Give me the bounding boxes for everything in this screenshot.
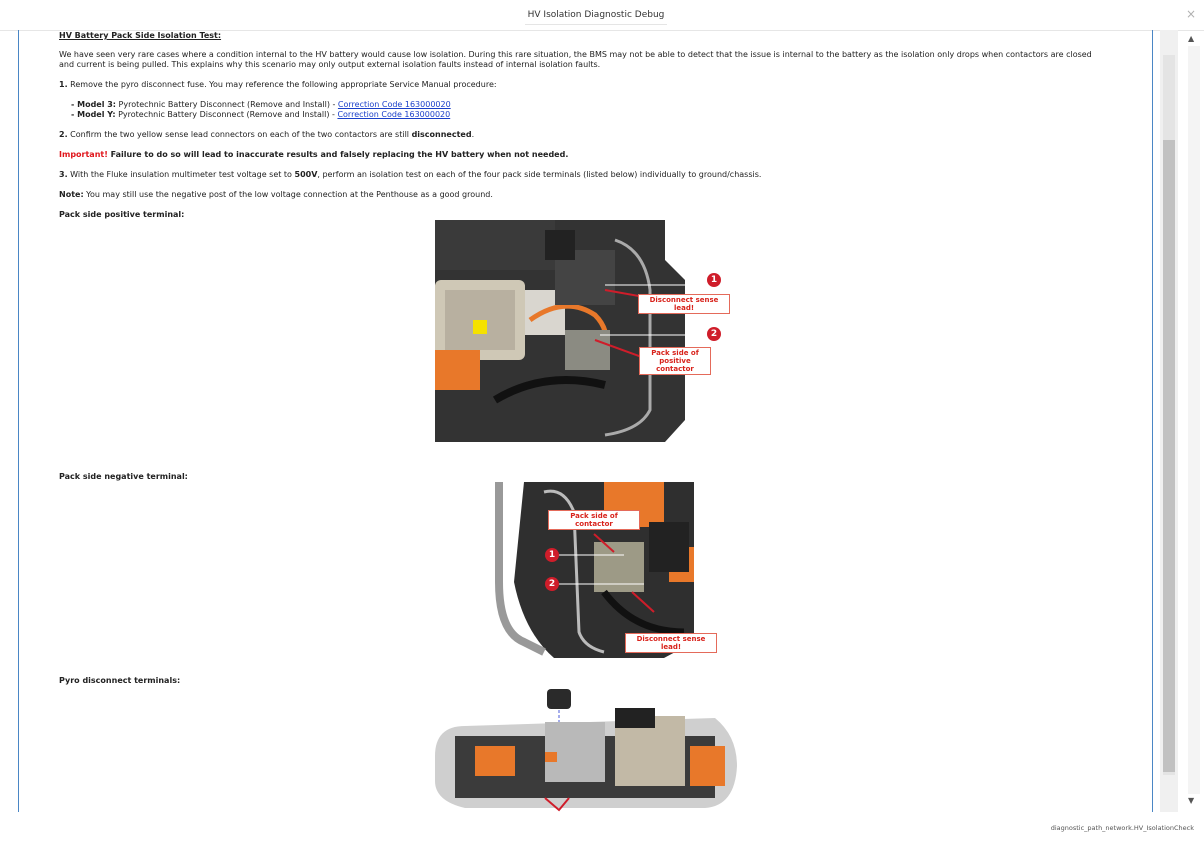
procedure-text: Pyrotechnic Battery Disconnect (Remove and Install) - [116,100,338,109]
correction-code-link[interactable]: Correction Code 163000020 [337,110,451,119]
outer-scrollbar-track[interactable] [1188,46,1200,794]
step-1 [59,80,497,90]
vertical-scrollbar[interactable] [1160,30,1178,812]
figure-negative-terminal [484,482,706,658]
important-text: Failure to do so will lead to inaccurate results and falsely replacing the HV battery when not needed. [107,150,569,159]
note [59,190,493,200]
step-2 [59,130,474,140]
step-1-text: Remove the pyro disconnect fuse. You may reference the following appropriate Service Manual procedure: [67,80,497,89]
callout-badge-1: 1 [545,548,559,562]
battery-photo-positive [435,220,730,442]
intro-paragraph: We have seen very rare cases where a condition internal to the HV battery would cause low isolation. During this rare situation, the BMS may not be able to detect that the issue is internal to the battery as the isolation only drops when contactors are closed and current is being pulled. This explains why this scenario may only output external isolation faults instead of internal isolation faults. [59,50,1092,69]
step-3-bold: 500V [294,170,318,179]
step-3-text: With the Fluke insulation multimeter test voltage set to [67,170,295,179]
battery-photo-pyro [435,686,737,812]
model-name: - Model Y: [71,110,116,119]
important-label: Important! [59,150,108,159]
frame-border-right [1152,30,1153,812]
step-2-number: 2. [59,130,68,139]
callout-badge-2: 2 [545,577,559,591]
callout-label-1: Disconnect sense lead! [638,294,730,314]
label-pyro-terminals: Pyro disconnect terminals: [59,676,181,685]
title-bar [0,0,1204,31]
note-label: Note: [59,190,84,199]
important-warning [59,150,568,160]
footer-path: diagnostic_path_network.HV_IsolationCheck [1050,824,1194,832]
step-1-number: 1. [59,80,68,89]
scrollbar-thumb[interactable] [1163,140,1175,772]
battery-photo-negative [484,482,694,658]
list-item [71,110,451,120]
list-item [71,100,451,110]
callout-badge-1: 1 [707,273,721,287]
figure-positive-terminal [435,220,730,442]
scroll-down-icon[interactable]: ▼ [1188,796,1195,805]
step-3 [59,170,761,180]
callout-label-2: Pack side of positive contactor [639,347,711,375]
label-negative-terminal: Pack side negative terminal: [59,472,188,481]
label-positive-terminal: Pack side positive terminal: [59,210,185,219]
window-title: HV Isolation Diagnostic Debug [525,6,667,25]
figure-pyro-terminals [435,686,737,812]
note-text: You may still use the negative post of the low voltage connection at the Penthouse as a good ground. [83,190,493,199]
callout-label-2: Disconnect sense lead! [625,633,717,653]
article-heading: HV Battery Pack Side Isolation Test: [59,31,222,40]
procedure-text: Pyrotechnic Battery Disconnect (Remove and Install) - [115,110,338,119]
step-2-bold: disconnected [411,130,472,139]
callout-label-1: Pack side of contactor [548,510,640,530]
step-3-number: 3. [59,170,68,179]
scroll-up-icon[interactable]: ▲ [1188,34,1195,43]
step-3-end: , perform an isolation test on each of the four pack side terminals (listed below) individually to ground/chassis. [317,170,762,179]
step-2-end: . [471,130,475,139]
model-name: - Model 3: [71,100,117,109]
correction-code-link[interactable]: Correction Code 163000020 [337,100,451,109]
callout-badge-2: 2 [707,327,721,341]
step-2-text: Confirm the two yellow sense lead connectors on each of the two contactors are still [67,130,412,139]
close-icon[interactable]: × [1185,7,1196,21]
frame-border-left [18,30,19,812]
model-procedure-list [71,100,451,120]
article-content [59,30,1145,812]
